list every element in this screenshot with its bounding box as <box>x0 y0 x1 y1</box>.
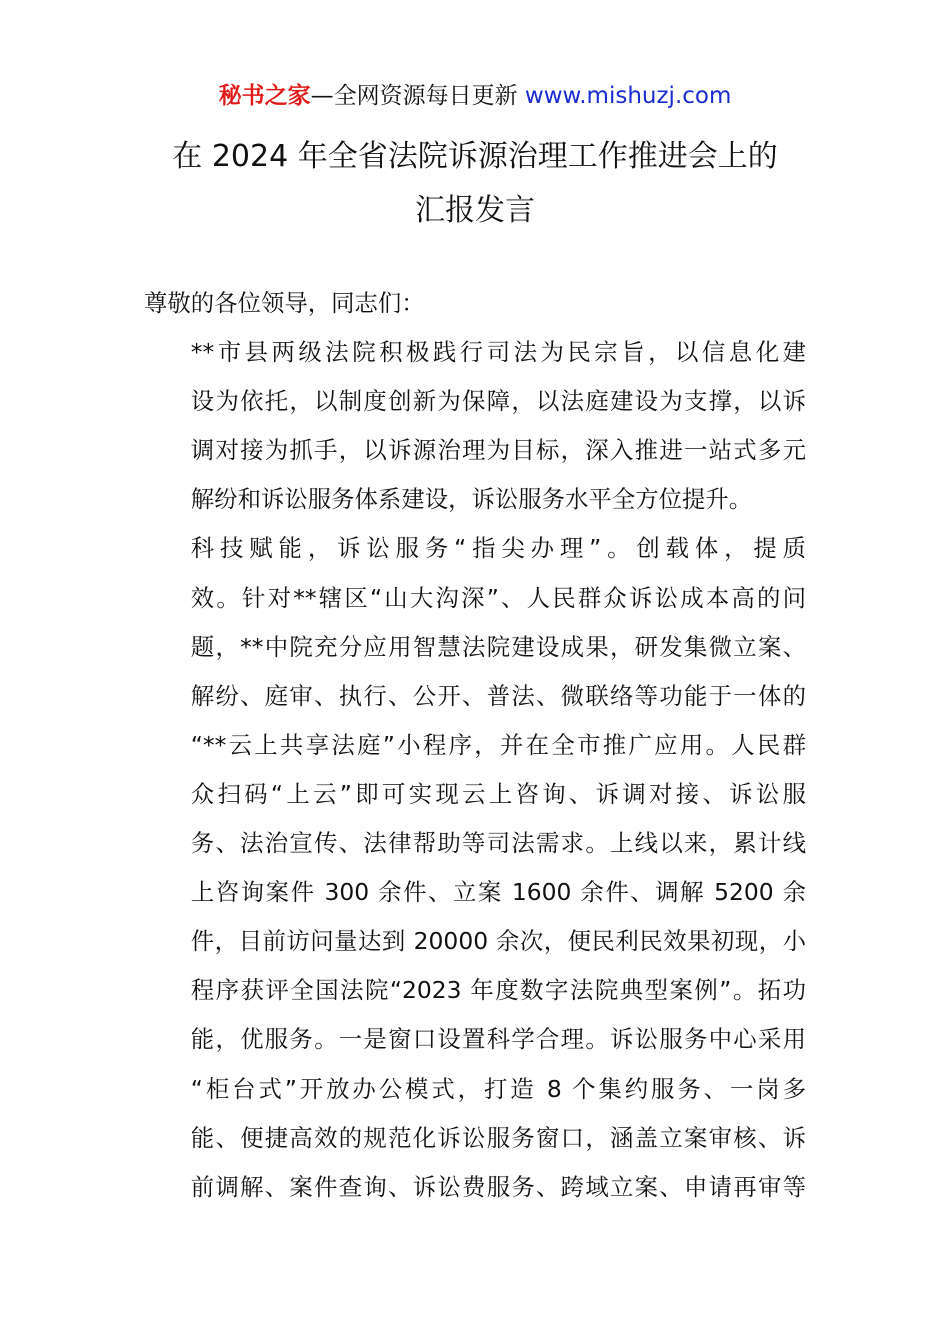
text-line: “**云上共享法庭”小程序，并在全市推广应用。人民群 <box>190 730 806 759</box>
text-line: 解纷和诉讼服务体系建设，诉讼服务水平全方位提升。 <box>190 485 753 514</box>
greeting: 尊敬的各位领导，同志们： <box>144 289 425 317</box>
text-line: 前调解、案件查询、诉讼费服务、跨域立案、申请再审等 <box>190 1172 806 1201</box>
text-line: **市县两级法院积极践行司法为民宗旨，以信息化建 <box>190 338 806 367</box>
text-line: 上咨询案件 300 余件、立案 1600 余件、调解 5200 余 <box>190 878 806 907</box>
text-line: 设为依托，以制度创新为保障，以法庭建设为支撑，以诉 <box>190 387 806 416</box>
text-line: 众扫码“上云”即可实现云上咨询、诉调对接、诉讼服 <box>190 779 806 808</box>
paragraph-1 <box>144 328 806 524</box>
text-line: 程序获评全国法院“2023 年度数字法院典型案例”。拓功 <box>190 976 806 1005</box>
paragraph-2 <box>144 524 806 1211</box>
text-line: 能、便捷高效的规范化诉讼服务窗口，涵盖立案审核、诉 <box>190 1123 806 1152</box>
title-line-2: 汇报发言 <box>415 193 535 228</box>
text-line: 效。针对**辖区“山大沟深”、人民群众诉讼成本高的问 <box>190 583 806 612</box>
title-line-1: 在 2024 年全省法院诉源治理工作推进会上的 <box>172 139 778 174</box>
site-url-link[interactable]: www.mishuzj.com <box>524 83 732 109</box>
text-line: 科技赋能，诉讼服务“指尖办理”。创载体，提质 <box>190 534 806 563</box>
text-line: 务、法治宣传、法律帮助等司法需求。上线以来，累计线 <box>190 829 806 858</box>
site-slogan: —全网资源每日更新 <box>310 83 518 109</box>
text-line: “柜台式”开放办公模式，打造 8 个集约服务、一岗多 <box>190 1074 806 1103</box>
text-line: 解纷、庭审、执行、公开、普法、微联络等功能于一体的 <box>190 681 806 710</box>
text-line: 题，**中院充分应用智慧法院建设成果，研发集微立案、 <box>190 632 806 661</box>
document-title <box>0 130 950 238</box>
site-header <box>0 80 950 112</box>
text-line: 调对接为抓手，以诉源治理为目标，深入推进一站式多元 <box>190 436 806 465</box>
document-body <box>144 279 806 1212</box>
site-brand: 秘书之家 <box>218 83 311 109</box>
text-line: 件，目前访问量达到 20000 余次，便民利民效果初现，小 <box>190 927 806 956</box>
text-line: 能，优服务。一是窗口设置科学合理。诉讼服务中心采用 <box>190 1025 806 1054</box>
